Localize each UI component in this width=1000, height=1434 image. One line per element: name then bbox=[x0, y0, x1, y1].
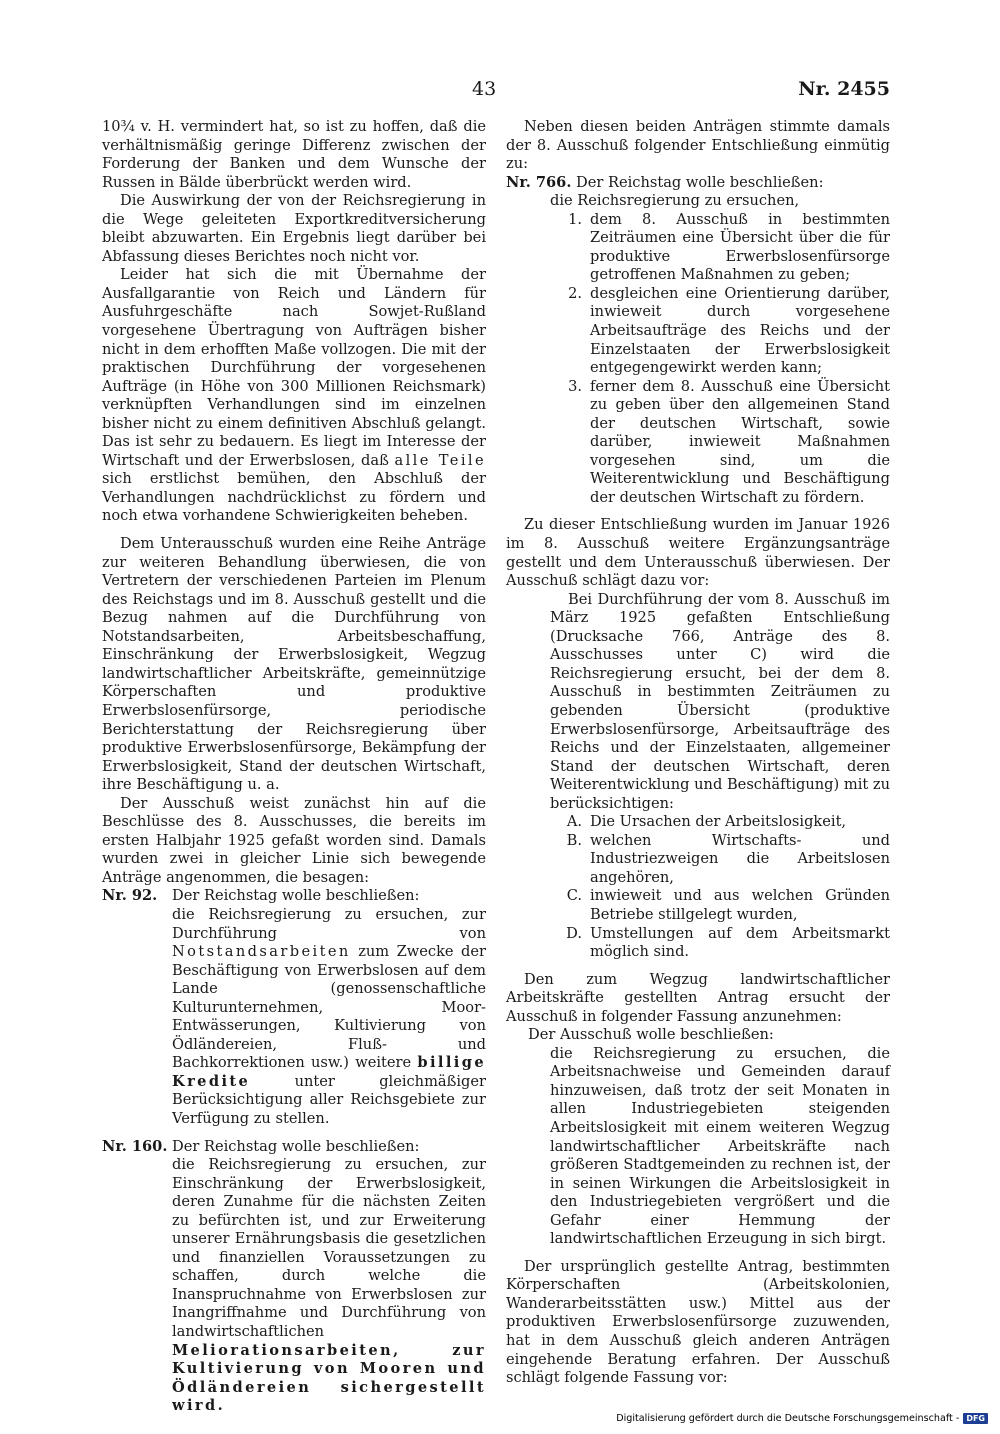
list-text: desgleichen eine Orientierung darüber, inwieweit durch vorgesehene Arbeitsaufträge des Reichs und der Einzelstaaten der Erwerbslosigkeit entgegengewirkt werden kann; bbox=[590, 284, 890, 377]
resolution-text: die Reichsregierung zu ersuchen, die Arbeitsnachweise und Gemeinden darauf hinzuweisen, daß trotz der seit Monaten in allen Industriegebieten steigenden Arbeitslosigkeit mit einem weiteren Wegzug landwirtschaftlicher Arbeitskräfte nach größeren Stadtgemeinden zu rechnen ist, der in seinen Wirkungen die Arbeitslosigkeit in den Industriegebieten vergrößert und die Gefahr einer Hemmung der landwirtschaftlichen Erzeugung in sich birgt. bbox=[550, 1044, 890, 1248]
bold-spaced-emphasis: billige Kredite bbox=[172, 1054, 487, 1090]
motion-nr-92 bbox=[102, 887, 486, 1128]
motion-lead: Der Reichstag wolle beschließen: bbox=[576, 173, 824, 191]
list-marker: B. bbox=[566, 831, 582, 849]
resolution-block bbox=[506, 1026, 890, 1249]
list-text: Umstellungen auf dem Arbeitsmarkt möglich sind. bbox=[590, 924, 890, 961]
list-marker: D. bbox=[566, 924, 582, 942]
list-text: dem 8. Ausschuß in bestimmten Zeiträumen eine Übersicht über die für produktive Erwerbslosenfürsorge getroffenen Maßnahmen zu geben; bbox=[590, 210, 890, 284]
proposal-block bbox=[506, 591, 890, 962]
list-marker: A. bbox=[566, 813, 582, 831]
list-item bbox=[550, 832, 890, 888]
list-item bbox=[550, 211, 890, 285]
motion-body bbox=[102, 1156, 486, 1416]
page-header bbox=[0, 78, 1000, 102]
paragraph: Der Ausschuß weist zunächst hin auf die Beschlüsse des 8. Ausschusses, die bereits im ersten Halbjahr 1925 gefaßt worden sind. Damals wurden zwei in gleicher Linie sich bewegende Anträge angenommen, die besagen: bbox=[102, 794, 486, 886]
motion-intro: die Reichsregierung zu ersuchen, bbox=[550, 192, 800, 210]
list-text: Die Ursachen der Arbeitslosigkeit, bbox=[590, 813, 847, 831]
right-column bbox=[506, 118, 890, 1388]
list-text: inwieweit und aus welchen Gründen Betriebe stillgelegt wurden, bbox=[590, 887, 890, 923]
spaced-emphasis: Notstandsarbeiten bbox=[172, 943, 351, 961]
list-text: ferner dem 8. Ausschuß eine Übersicht zu geben über den allgemeinen Stand der deutschen Wirtschaft, sowie darüber, inwieweit Maßnahmen vorgesehen sind, um die Weiterentwicklung und Beschäftigung der deutschen Wirtschaft zu fördern. bbox=[590, 377, 890, 506]
page-number: 43 bbox=[472, 78, 497, 100]
list-marker: 1. bbox=[568, 210, 582, 228]
motion-number: Nr. 92. bbox=[102, 887, 158, 905]
list-marker: 3. bbox=[568, 377, 582, 395]
paragraph: Neben diesen beiden Anträgen stimmte damals der 8. Ausschuß folgender Entschließung einmütig zu: bbox=[506, 118, 890, 173]
list-marker: 2. bbox=[568, 284, 582, 302]
paragraph: 10¾ v. H. vermindert hat, so ist zu hoffen, daß die verhältnismäßig geringe Differenz zwischen der Forderung der Banken und dem Wunsche der Russen in Bälde überbrückt werden wird. bbox=[102, 118, 486, 191]
list-item bbox=[550, 813, 890, 832]
motion-number: Nr. 766. bbox=[506, 173, 572, 191]
text-run: zum Zwecke der Beschäftigung von Erwerbslosen auf dem Lande (genossenschaftliche Kulturunternehmen, Moor-Entwässerungen, Kultivierung von Ödländereien, Fluß- und Bachkorrektionen usw.) weitere bbox=[172, 943, 486, 1072]
motion-lead: Der Reichstag wolle beschließen: bbox=[172, 1137, 420, 1155]
list-item bbox=[550, 285, 890, 378]
motion-body bbox=[102, 906, 486, 1129]
text-run: unter gleichmäßiger Berücksichtigung aller Reichsgebiete zur Verfügung zu stellen. bbox=[172, 1072, 486, 1127]
list-item bbox=[550, 378, 890, 508]
paragraph: Zu dieser Entschließung wurden im Januar 1926 im 8. Ausschuß weitere Ergänzungsanträge gestellt und dem Unterausschuß überwiesen. Der Ausschuß schlägt dazu vor: bbox=[506, 516, 890, 590]
left-column bbox=[102, 118, 486, 1416]
document-number: Nr. 2455 bbox=[798, 78, 890, 100]
motion-number: Nr. 160. bbox=[102, 1137, 168, 1155]
motion-nr-160 bbox=[102, 1138, 486, 1416]
bold-spaced-emphasis: Meliorationsarbeiten, zur Kultivierung von Mooren und Ödländereien sichergestellt wird. bbox=[172, 1341, 486, 1415]
list-item bbox=[550, 925, 890, 962]
paragraph: Dem Unterausschuß wurden eine Reihe Anträge zur weiteren Behandlung überwiesen, die von Vertretern der verschiedenen Parteien im Plenum des Reichstags und im 8. Ausschuß gestellt und die Bezug nahmen auf die Durchführung von Notstandsarbeiten, Arbeitsbeschaffung, Einschränkung der Erwerbslosigkeit, Wegzug landwirtschaftlicher Arbeitskräfte, gemeinnützige Körperschaften und produktive Erwerbslosenfürsorge, periodische Berichterstattung der Reichsregierung über produktive Erwerbslosenfürsorge, Bekämpfung der Erwerbslosigkeit, Stand der deutschen Wirtschaft, ihre Beschäftigung u. a. bbox=[102, 535, 486, 794]
paragraph: Die Auswirkung der von der Reichsregierung in die Wege geleiteten Exportkreditversicherung bleibt abzuwarten. Ein Ergebnis liegt darüber bei Abfassung dieses Berichtes noch nicht vor. bbox=[102, 192, 486, 265]
spaced-emphasis: alle Teile bbox=[394, 451, 487, 469]
text-run: die Reichsregierung zu ersuchen, zur Einschränkung der Erwerbslosigkeit, deren Zunahme für die nächsten Zeiten zu befürchten ist, und zur Erweiterung unserer Ernährungsbasis die gesetzlichen und finanziellen Voraussetzungen zu schaffen, durch welche die Inanspruchnahme von Erwerbslosen zur Inangriffnahme und Durchführung von landwirtschaftlichen bbox=[172, 1156, 486, 1340]
list-marker: C. bbox=[566, 887, 582, 905]
list-item bbox=[550, 887, 890, 924]
paragraph bbox=[102, 266, 486, 526]
motion-nr-766 bbox=[506, 192, 890, 507]
text-run: sich erstlichst bemühen, den Abschluß der Verhandlungen nachdrücklichst zu fördern und noch etwa vorhandene Schwierigkeiten beheben. bbox=[102, 470, 486, 525]
motion-lead: Der Reichstag wolle beschließen: bbox=[172, 887, 420, 905]
digitization-footer bbox=[608, 1413, 988, 1424]
footer-text: Digitalisierung gefördert durch die Deutsche Forschungsgemeinschaft - bbox=[616, 1413, 960, 1424]
dfg-logo: DFG bbox=[963, 1413, 988, 1424]
paragraph: Den zum Wegzug landwirtschaftlicher Arbeitskräfte gestellten Antrag ersucht der Ausschuß in folgender Fassung anzunehmen: bbox=[506, 970, 890, 1025]
paragraph bbox=[506, 174, 890, 193]
motion-lead: Der Ausschuß wolle beschließen: bbox=[528, 1026, 774, 1044]
paragraph: Der ursprünglich gestellte Antrag, bestimmten Körperschaften (Arbeitskolonien, Wanderarbeitsstätten usw.) Mittel aus der produktiven Erwerbslosenfürsorge zuzuwenden, hat in dem Ausschuß gleich anderen Anträgen eingehende Beratung erfahren. Der Ausschuß schlägt folgende Fassung vor: bbox=[506, 1257, 890, 1387]
paragraph: Bei Durchführung der vom 8. Ausschuß im März 1925 gefaßten Entschließung (Drucksache 766, Anträge des 8. Ausschusses unter C) wird die Reichsregierung ersucht, bei der dem 8. Ausschuß in bestimmten Zeiträumen zu gebenden Übersicht (produktive Erwerbslosenfürsorge, Arbeitsaufträge des Reichs und der Einzelstaaten, allgemeiner Stand der deutschen Wirtschaft, deren Weiterentwicklung und Beschäftigung) mit zu berücksichtigen: bbox=[550, 590, 890, 812]
text-run: Leider hat sich die mit Übernahme der Ausfallgarantie von Reich und Ländern für Ausfuhrgeschäfte nach Sowjet-Rußland vorgesehene Übertragung von Aufträgen bisher nicht in dem erhofften Maße vollzogen. Die mit der praktischen Durchführung der vorgesehenen Aufträge (in Höhe von 300 Millionen Reichsmark) verknüpften Verhandlungen sind im einzelnen bisher nicht zu einem definitiven Abschluß gelangt. Das ist sehr zu bedauern. Es liegt im Interesse der Wirtschaft und der Erwerbslosen, daß bbox=[102, 266, 486, 469]
text-run: die Reichsregierung zu ersuchen, zur Durchführung von bbox=[172, 905, 486, 942]
list-text: welchen Wirtschafts- und Industriezweigen die Arbeitslosen angehören, bbox=[590, 831, 890, 886]
